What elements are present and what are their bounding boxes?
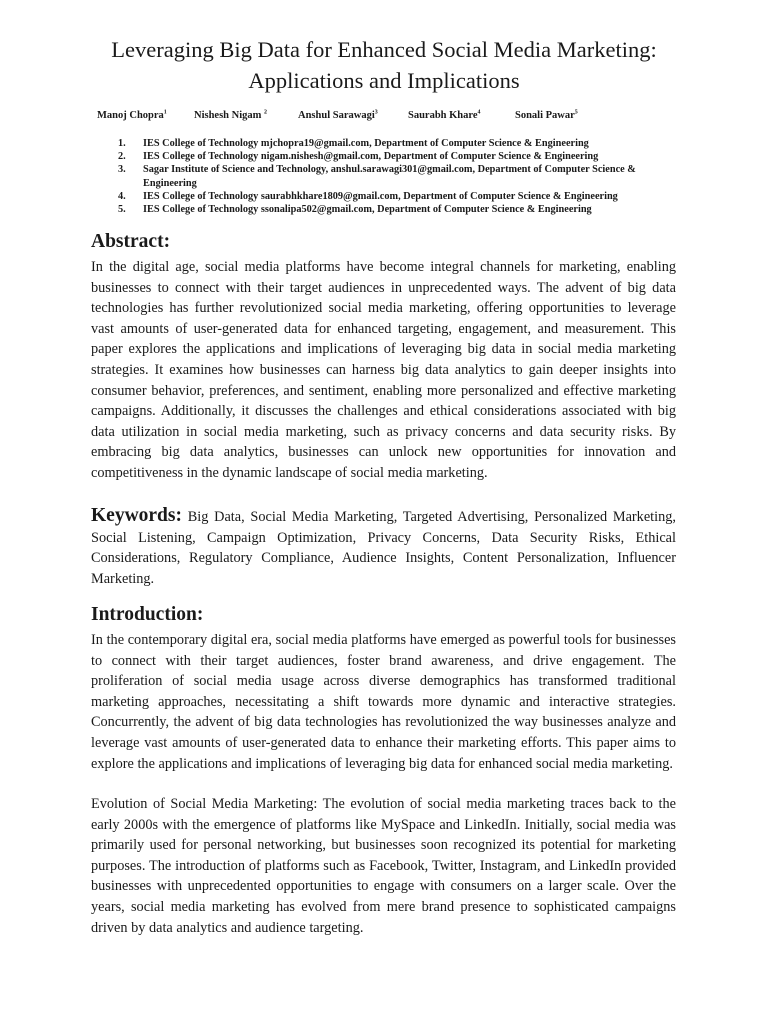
affiliation-item: 1. IES College of Technology mjchopra19@gmail.com, Department of Computer Science & Engineering <box>118 138 589 149</box>
author-5: Sonali Pawar$^5$ <box>515 109 578 121</box>
affiliation-item: 5. IES College of Technology ssonalipa502@gmail.com, Department of Computer Science & Engineering <box>118 204 592 216</box>
author-1: Manoj Chopra$^1$ <box>97 109 167 121</box>
keywords-label: Keywords: <box>91 505 182 526</box>
introduction-paragraph-2: Evolution of Social Media Marketing: The evolution of social media marketing traces back to the early 2000s with the emergence of platforms like MySpace and LinkedIn. Initially, social media was primarily used for personal networking, but businesses soon recognized its potential for marketing purposes. The introduction of platforms such as Facebook, Twitter, Instagram, and LinkedIn provided businesses with unprecedented opportunities to engage with consumers on a larger scale. Over the years, social media marketing has evolved from mere brand presence to sophisticated campaigns driven by data analytics and audience targeting. <box>91 796 676 936</box>
paper-title <box>60 34 708 96</box>
abstract-text: In the digital age, social media platforms have become integral channels for marketing, enabling businesses to connect with their target audiences in unprecedented ways. The advent of big data technologies has further revolutionized social media marketing, offering opportunities to leverage vast amounts of user-generated data for enhanced targeting, engagement, and measurement. This paper explores the applications and implications of leveraging big data in social media marketing strategies. It examines how businesses can harness big data analytics to gain deeper insights into consumer behavior, preferences, and sentiment, enabling more personalized and effective marketing campaigns. Additionally, it discusses the challenges and ethical considerations associated with big data utilization in social media marketing, such as privacy concerns and data security risks. By embracing big data analytics, businesses can unlock new opportunities for innovation and competitiveness in the dynamic landscape of social media marketing. <box>91 259 676 481</box>
introduction-paragraph-1: In the contemporary digital era, social media platforms have emerged as powerful tools for businesses to connect with their target audiences, foster brand awareness, and drive engagement. The proliferation of social media usage across diverse demographics has transformed traditional marketing approaches, necessitating a shift towards more dynamic and interactive strategies. Concurrently, the advent of big data technologies has revolutionized the way businesses analyze and leverage vast amounts of user-generated data to enhance their marketing efforts. This paper aims to explore the applications and implications of leveraging big data for enhanced social media marketing. <box>91 632 676 772</box>
author-2: Nishesh Nigam $^2$ <box>194 109 268 121</box>
affiliation-list <box>118 137 678 216</box>
author-4: Saurabh Khare$^4$ <box>408 109 481 121</box>
title-line-2: Applications and Implications <box>248 68 520 93</box>
affiliation-item: 3. Sagar Institute of Science and Technology, anshul.sarawagi301@gmail.com, Department of Computer Science & Engineering <box>118 164 636 189</box>
introduction-heading: Introduction: <box>91 604 204 625</box>
keywords-text: Big Data, Social Media Marketing, Targeted Advertising, Personalized Marketing, Social Listening, Campaign Optimization, Privacy Concerns, Data Security Risks, Ethical Considerations, Regulatory Compliance, Audience Insights, Content Personalization, Influencer Marketing. <box>91 509 676 587</box>
title-line-1: Leveraging Big Data for Enhanced Social Media Marketing: <box>111 37 657 62</box>
keywords-paragraph <box>91 506 676 589</box>
affiliation-item: 4. IES College of Technology saurabhkhare1809@gmail.com, Department of Computer Science & Engineering <box>118 190 618 202</box>
affiliation-item: 2. IES College of Technology nigam.nishesh@gmail.com, Department of Computer Science & Engineering <box>118 151 599 163</box>
abstract-heading: Abstract: <box>91 231 171 252</box>
author-3: Anshul Sarawagi$^3$ <box>298 109 378 121</box>
